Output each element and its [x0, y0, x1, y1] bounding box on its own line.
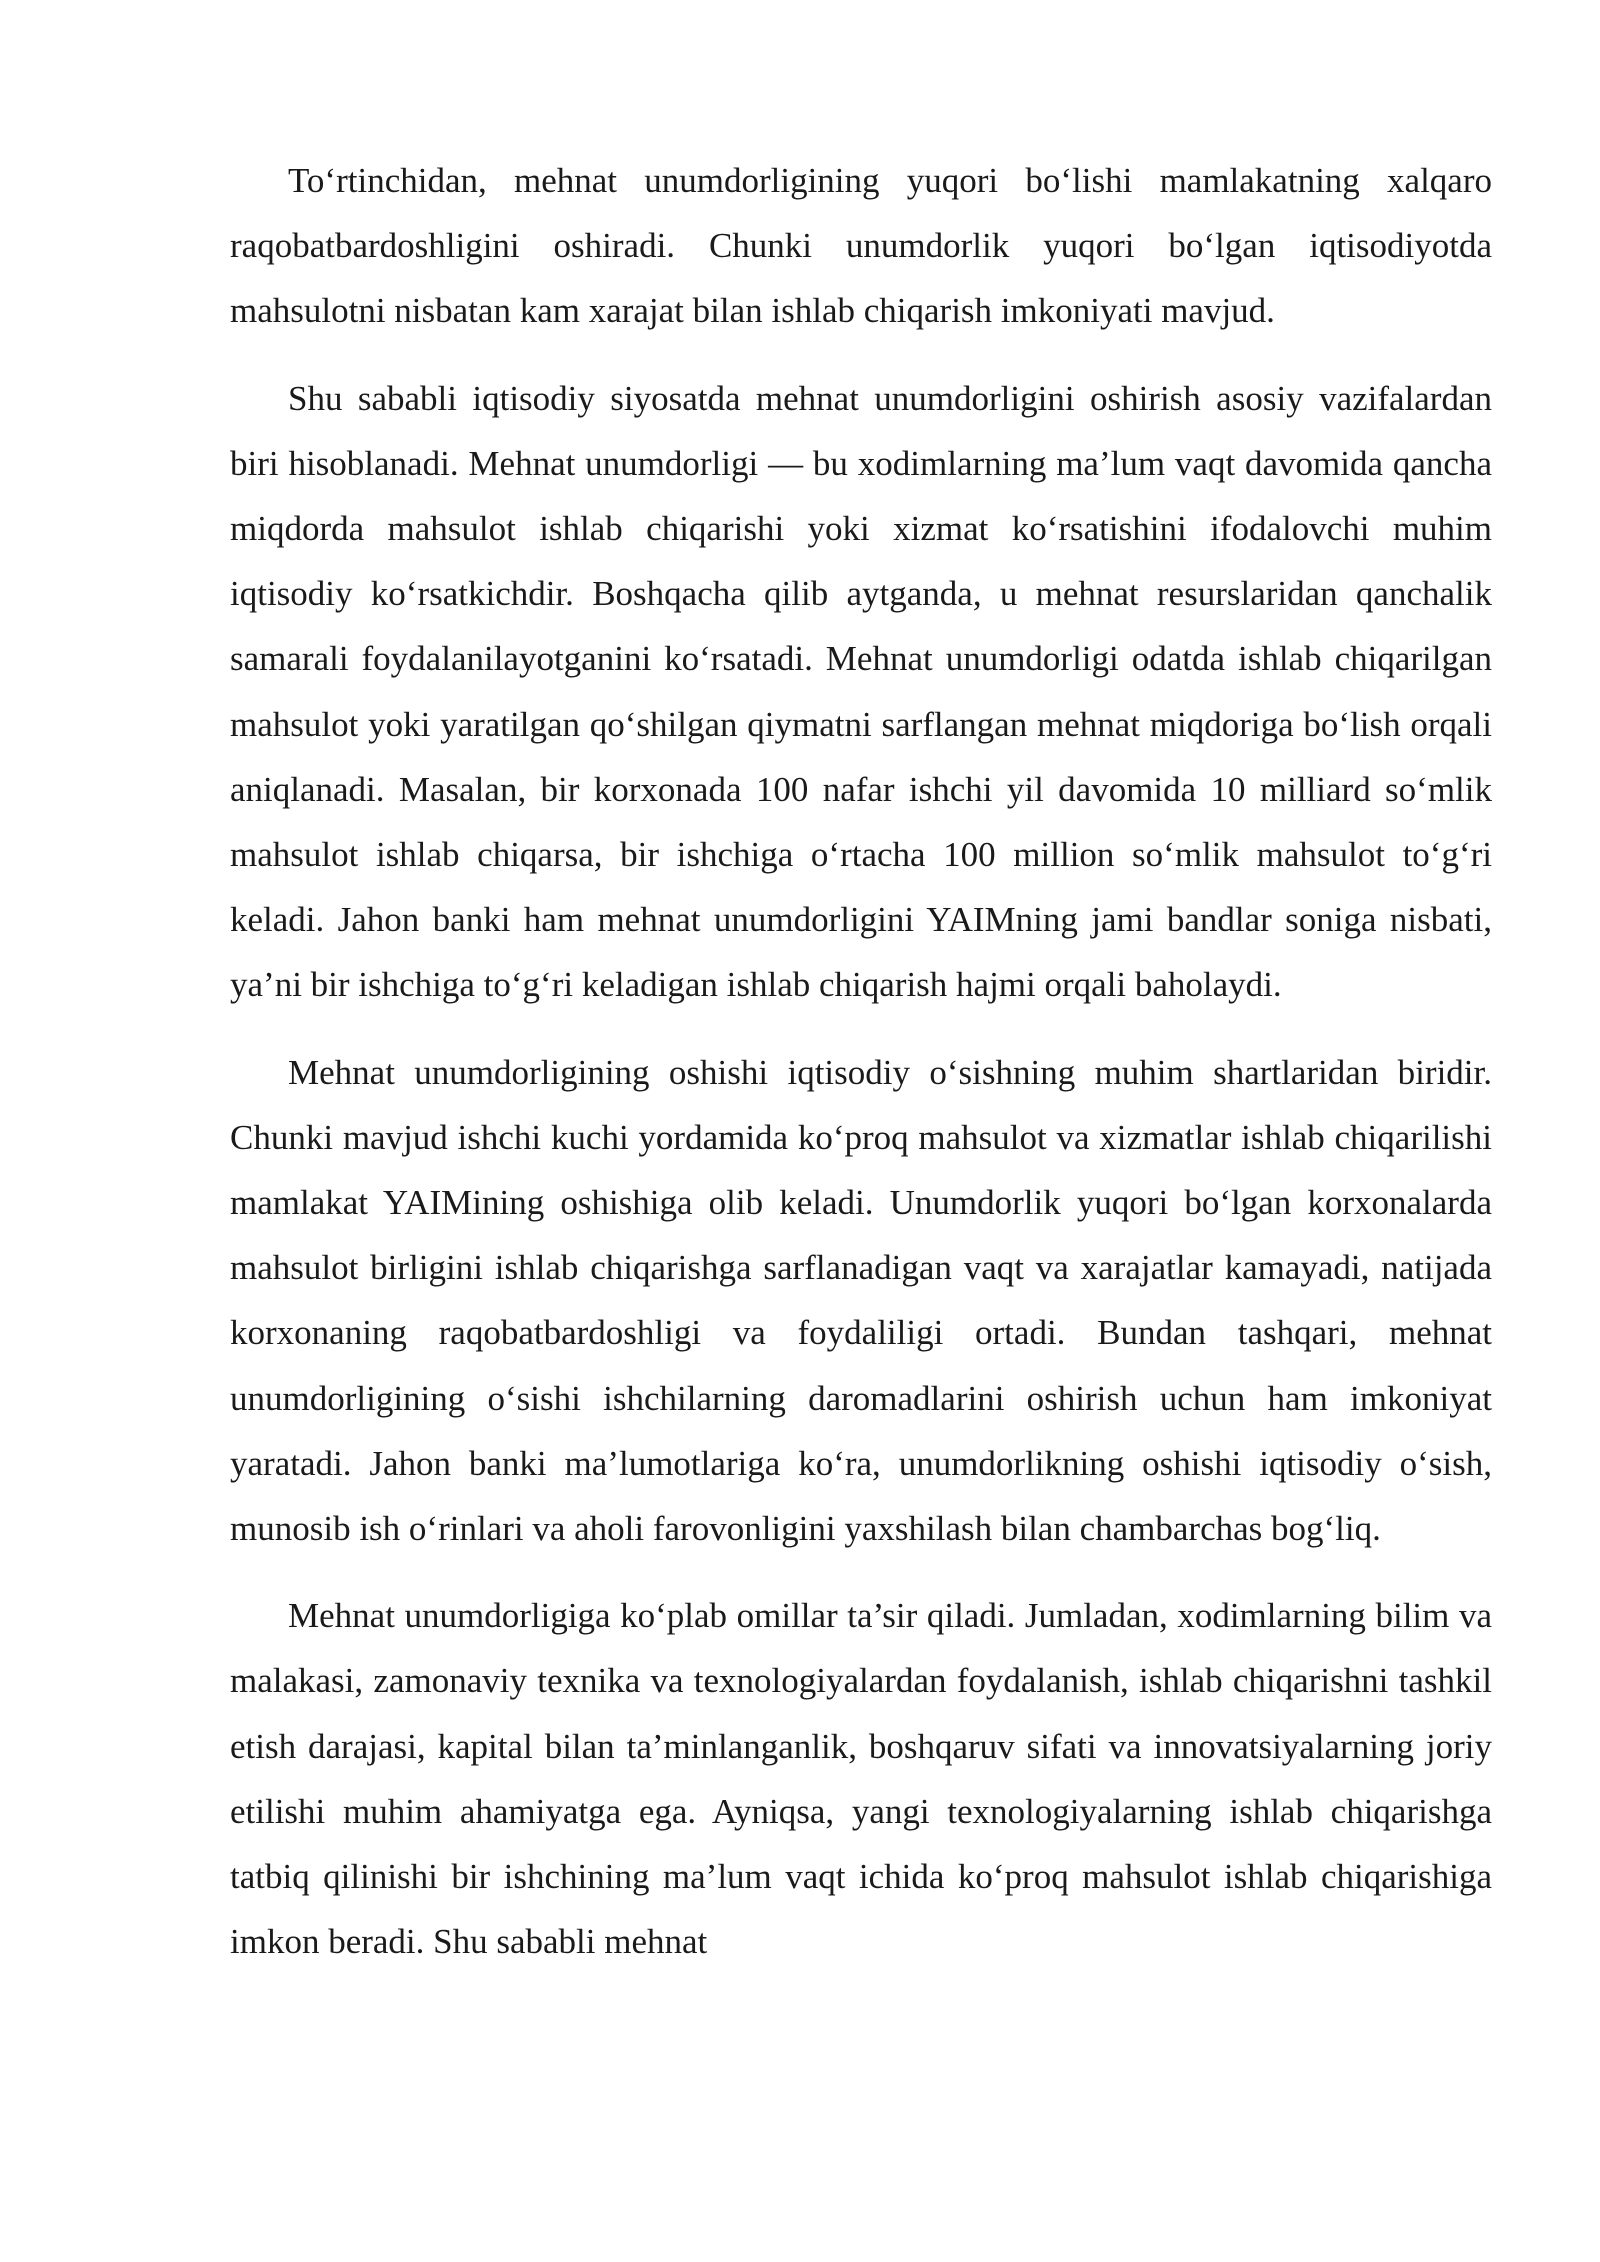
- paragraph-4: Mehnat unumdorligiga ko‘plab omillar ta’sir qiladi. Jumladan, xodimlarning bilim va malakasi, zamonaviy texnika va texnologiyalardan foydalanish, ishlab chiqarishni tashkil etish darajasi, kapital bilan ta’minlanganlik, boshqaruv sifati va innovatsiyalarning joriy etilishi muhim ahamiyatga ega. Ayniqsa, yangi texnologiyalarning ishlab chiqarishga tatbiq qilinishi bir ishchining ma’lum vaqt ichida ko‘proq mahsulot ishlab chiqarishiga imkon beradi. Shu sababli mehnat: [230, 1596, 1492, 1962]
- document-body: [230, 148, 1492, 1974]
- paragraph-3: Mehnat unumdorligining oshishi iqtisodiy o‘sishning muhim shartlaridan biridir. Chunki mavjud ishchi kuchi yordamida ko‘proq mahsulot va xizmatlar ishlab chiqarilishi mamlakat YAIMining oshishiga olib keladi. Unumdorlik yuqori bo‘lgan korxonalarda mahsulot birligini ishlab chiqarishga sarflanadigan vaqt va xarajatlar kamayadi, natijada korxonaning raqobatbardoshligi va foydaliligi ortadi. Bundan tashqari, mehnat unumdorligining o‘sishi ishchilarning daromadlarini oshirish uchun ham imkoniyat yaratadi. Jahon banki ma’lumotlariga ko‘ra, unumdorlikning oshishi iqtisodiy o‘sish, munosib ish o‘rinlari va aholi farovonligini yaxshilash bilan chambarchas bog‘liq.: [230, 1052, 1492, 1549]
- paragraph-2: Shu sababli iqtisodiy siyosatda mehnat unumdorligini oshirish asosiy vazifalardan biri hisoblanadi. Mehnat unumdorligi — bu xodimlarning ma’lum vaqt davomida qancha miqdorda mahsulot ishlab chiqarishi yoki xizmat ko‘rsatishini ifodalovchi muhim iqtisodiy ko‘rsatkichdir. Boshqacha qilib aytganda, u mehnat resurslaridan qanchalik samarali foydalanilayotganini ko‘rsatadi. Mehnat unumdorligi odatda ishlab chiqarilgan mahsulot yoki yaratilgan qo‘shilgan qiymatni sarflangan mehnat miqdoriga bo‘lish orqali aniqlanadi. Masalan, bir korxonada 100 nafar ishchi yil davomida 10 milliard so‘mlik mahsulot ishlab chiqarsa, bir ishchiga o‘rtacha 100 million so‘mlik mahsulot to‘g‘ri keladi. Jahon banki ham mehnat unumdorligini YAIMning jami bandlar soniga nisbati, ya’ni bir ishchiga to‘g‘ri keladigan ishlab chiqarish hajmi orqali baholaydi.: [230, 378, 1492, 1005]
- paragraph-1: To‘rtinchidan, mehnat unumdorligining yuqori bo‘lishi mamlakatning xalqaro raqobatbardoshligini oshiradi. Chunki unumdorlik yuqori bo‘lgan iqtisodiyotda mahsulotni nisbatan kam xarajat bilan ishlab chiqarish imkoniyati mavjud.: [230, 161, 1492, 331]
